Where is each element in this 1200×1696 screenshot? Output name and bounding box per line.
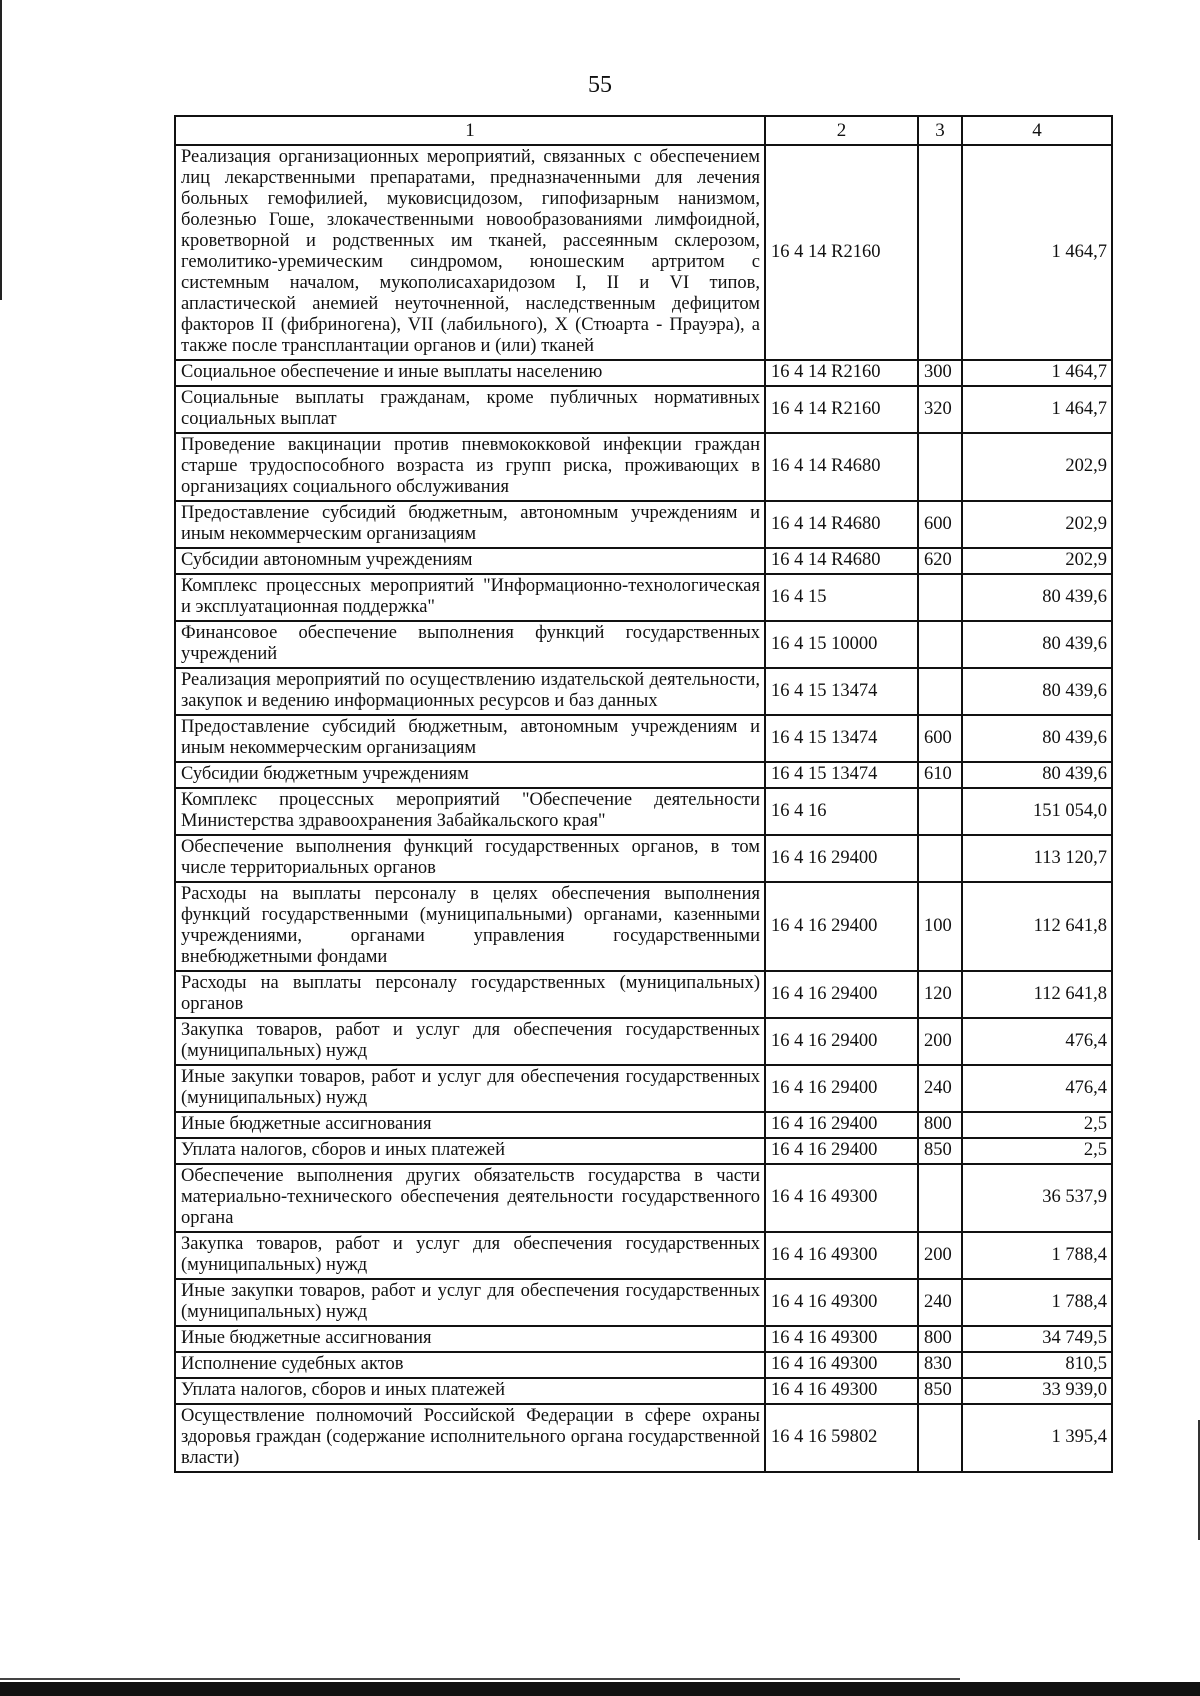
row-code: 16 4 14 R4680 — [765, 501, 918, 548]
row-amount: 80 439,6 — [962, 574, 1112, 621]
table-row — [175, 668, 1112, 715]
row-name: Расходы на выплаты персоналу в целях обеспечения выполнения функций государственными (муниципальными) органами, казенными учреждениями, органами управления государственными внебюджетными фондами — [175, 882, 765, 971]
row-amount: 36 537,9 — [962, 1164, 1112, 1232]
row-amount: 476,4 — [962, 1018, 1112, 1065]
table-body — [175, 116, 1112, 1472]
table-row — [175, 1404, 1112, 1472]
row-type: 200 — [918, 1232, 962, 1279]
row-code: 16 4 16 29400 — [765, 1138, 918, 1164]
row-code: 16 4 16 29400 — [765, 1112, 918, 1138]
row-code: 16 4 16 49300 — [765, 1378, 918, 1404]
row-code: 16 4 16 49300 — [765, 1352, 918, 1378]
row-name: Предоставление субсидий бюджетным, автономным учреждениям и иным некоммерческим организациям — [175, 501, 765, 548]
row-name: Иные бюджетные ассигнования — [175, 1112, 765, 1138]
row-code: 16 4 16 29400 — [765, 1065, 918, 1112]
budget-table — [174, 115, 1113, 1473]
table-row — [175, 1232, 1112, 1279]
row-type: 600 — [918, 715, 962, 762]
row-type — [918, 788, 962, 835]
row-amount: 2,5 — [962, 1112, 1112, 1138]
table-row — [175, 762, 1112, 788]
row-type: 610 — [918, 762, 962, 788]
row-type — [918, 668, 962, 715]
row-type: 100 — [918, 882, 962, 971]
table-header-row — [175, 116, 1112, 145]
row-name: Финансовое обеспечение выполнения функций государственных учреждений — [175, 621, 765, 668]
table-row — [175, 715, 1112, 762]
table-row — [175, 1378, 1112, 1404]
row-amount: 202,9 — [962, 548, 1112, 574]
table-row — [175, 1018, 1112, 1065]
row-name: Иные бюджетные ассигнования — [175, 1326, 765, 1352]
row-name: Комплекс процессных мероприятий "Информационно-технологическая и эксплуатационная поддержка" — [175, 574, 765, 621]
row-amount: 112 641,8 — [962, 882, 1112, 971]
row-code: 16 4 14 R2160 — [765, 386, 918, 433]
table-row — [175, 386, 1112, 433]
row-code: 16 4 15 13474 — [765, 668, 918, 715]
row-code: 16 4 15 13474 — [765, 715, 918, 762]
table-row — [175, 971, 1112, 1018]
table-row — [175, 1279, 1112, 1326]
table-row — [175, 621, 1112, 668]
row-type: 300 — [918, 360, 962, 386]
row-name: Комплекс процессных мероприятий "Обеспечение деятельности Министерства здравоохранения Забайкальского края" — [175, 788, 765, 835]
scan-edge-line — [0, 1678, 960, 1680]
row-amount: 1 464,7 — [962, 386, 1112, 433]
row-name: Реализация организационных мероприятий, связанных с обеспечением лиц лекарственными препаратами, предназначенными для лечения больных гемофилией, муковисцидозом, гипофизарным нанизмом, болезнью Гоше, злокачественными новообразованиями лимфоидной, кроветворной и родственных им тканей, рассеянным склерозом, гемолитико-уремическим синдромом, юношеским артритом с системным началом, мукополисахаридозом I, II и VI типов, апластической анемией неуточненной, наследственным дефицитом факторов II (фибриногена), VII (лабильного), X (Стюарта - Прауэра), а также после трансплантации органов и (или) тканей — [175, 145, 765, 360]
scan-edge-bottom — [0, 1682, 1200, 1696]
row-name: Закупка товаров, работ и услуг для обеспечения государственных (муниципальных) нужд — [175, 1232, 765, 1279]
row-name: Обеспечение выполнения функций государственных органов, в том числе территориальных органов — [175, 835, 765, 882]
table-row — [175, 1112, 1112, 1138]
table-row — [175, 882, 1112, 971]
row-type — [918, 1164, 962, 1232]
row-amount: 1 788,4 — [962, 1279, 1112, 1326]
table-row — [175, 360, 1112, 386]
row-amount: 810,5 — [962, 1352, 1112, 1378]
row-amount: 113 120,7 — [962, 835, 1112, 882]
table-row — [175, 433, 1112, 501]
row-amount: 151 054,0 — [962, 788, 1112, 835]
row-code: 16 4 14 R4680 — [765, 548, 918, 574]
row-type: 800 — [918, 1326, 962, 1352]
table-row — [175, 1352, 1112, 1378]
row-name: Закупка товаров, работ и услуг для обеспечения государственных (муниципальных) нужд — [175, 1018, 765, 1065]
row-name: Социальное обеспечение и иные выплаты населению — [175, 360, 765, 386]
header-col-3: 3 — [918, 116, 962, 145]
row-code: 16 4 14 R4680 — [765, 433, 918, 501]
table-row — [175, 1164, 1112, 1232]
row-name: Субсидии бюджетным учреждениям — [175, 762, 765, 788]
row-code: 16 4 15 — [765, 574, 918, 621]
header-col-4: 4 — [962, 116, 1112, 145]
row-type — [918, 1404, 962, 1472]
row-type: 320 — [918, 386, 962, 433]
header-col-2: 2 — [765, 116, 918, 145]
row-amount: 80 439,6 — [962, 621, 1112, 668]
row-type: 850 — [918, 1378, 962, 1404]
table-row — [175, 145, 1112, 360]
row-code: 16 4 16 49300 — [765, 1232, 918, 1279]
table-row — [175, 574, 1112, 621]
row-name: Расходы на выплаты персоналу государственных (муниципальных) органов — [175, 971, 765, 1018]
row-code: 16 4 16 29400 — [765, 971, 918, 1018]
row-code: 16 4 16 49300 — [765, 1326, 918, 1352]
row-amount: 80 439,6 — [962, 668, 1112, 715]
row-name: Осуществление полномочий Российской Федерации в сфере охраны здоровья граждан (содержание исполнительного органа государственной власти) — [175, 1404, 765, 1472]
row-type: 620 — [918, 548, 962, 574]
row-type — [918, 433, 962, 501]
row-name: Социальные выплаты гражданам, кроме публичных нормативных социальных выплат — [175, 386, 765, 433]
row-amount: 80 439,6 — [962, 762, 1112, 788]
row-name: Иные закупки товаров, работ и услуг для обеспечения государственных (муниципальных) нужд — [175, 1279, 765, 1326]
row-code: 16 4 16 29400 — [765, 835, 918, 882]
row-amount: 34 749,5 — [962, 1326, 1112, 1352]
row-type: 830 — [918, 1352, 962, 1378]
row-name: Иные закупки товаров, работ и услуг для обеспечения государственных (муниципальных) нужд — [175, 1065, 765, 1112]
row-name: Реализация мероприятий по осуществлению издательской деятельности, закупок и ведению информационных ресурсов и баз данных — [175, 668, 765, 715]
row-type: 120 — [918, 971, 962, 1018]
row-name: Обеспечение выполнения других обязательств государства в части материально-технического обеспечения деятельности государственного органа — [175, 1164, 765, 1232]
row-code: 16 4 16 59802 — [765, 1404, 918, 1472]
table-row — [175, 1326, 1112, 1352]
table-row — [175, 1065, 1112, 1112]
row-type: 800 — [918, 1112, 962, 1138]
row-code: 16 4 14 R2160 — [765, 145, 918, 360]
row-type — [918, 574, 962, 621]
row-amount: 476,4 — [962, 1065, 1112, 1112]
row-type — [918, 621, 962, 668]
row-type: 850 — [918, 1138, 962, 1164]
row-name: Проведение вакцинации против пневмококковой инфекции граждан старше трудоспособного возраста из групп риска, проживающих в организациях социального обслуживания — [175, 433, 765, 501]
row-amount: 33 939,0 — [962, 1378, 1112, 1404]
page-number: 55 — [588, 72, 612, 98]
row-amount: 80 439,6 — [962, 715, 1112, 762]
row-type: 240 — [918, 1279, 962, 1326]
table-row — [175, 548, 1112, 574]
row-code: 16 4 15 10000 — [765, 621, 918, 668]
table-row — [175, 788, 1112, 835]
table-row — [175, 835, 1112, 882]
row-amount: 1 395,4 — [962, 1404, 1112, 1472]
row-name: Предоставление субсидий бюджетным, автономным учреждениям и иным некоммерческим организациям — [175, 715, 765, 762]
row-type — [918, 145, 962, 360]
row-name: Уплата налогов, сборов и иных платежей — [175, 1378, 765, 1404]
row-amount: 1 464,7 — [962, 145, 1112, 360]
row-name: Уплата налогов, сборов и иных платежей — [175, 1138, 765, 1164]
row-amount: 112 641,8 — [962, 971, 1112, 1018]
table-row — [175, 501, 1112, 548]
row-code: 16 4 15 13474 — [765, 762, 918, 788]
row-type: 200 — [918, 1018, 962, 1065]
row-type — [918, 835, 962, 882]
row-code: 16 4 14 R2160 — [765, 360, 918, 386]
row-type: 240 — [918, 1065, 962, 1112]
row-amount: 202,9 — [962, 433, 1112, 501]
row-amount: 1 788,4 — [962, 1232, 1112, 1279]
row-code: 16 4 16 49300 — [765, 1164, 918, 1232]
row-name: Субсидии автономным учреждениям — [175, 548, 765, 574]
row-name: Исполнение судебных актов — [175, 1352, 765, 1378]
row-code: 16 4 16 29400 — [765, 882, 918, 971]
header-col-1: 1 — [175, 116, 765, 145]
row-code: 16 4 16 49300 — [765, 1279, 918, 1326]
row-amount: 1 464,7 — [962, 360, 1112, 386]
row-amount: 2,5 — [962, 1138, 1112, 1164]
row-code: 16 4 16 29400 — [765, 1018, 918, 1065]
scan-edge-left — [0, 0, 2, 300]
table-row — [175, 1138, 1112, 1164]
row-amount: 202,9 — [962, 501, 1112, 548]
row-type: 600 — [918, 501, 962, 548]
row-code: 16 4 16 — [765, 788, 918, 835]
